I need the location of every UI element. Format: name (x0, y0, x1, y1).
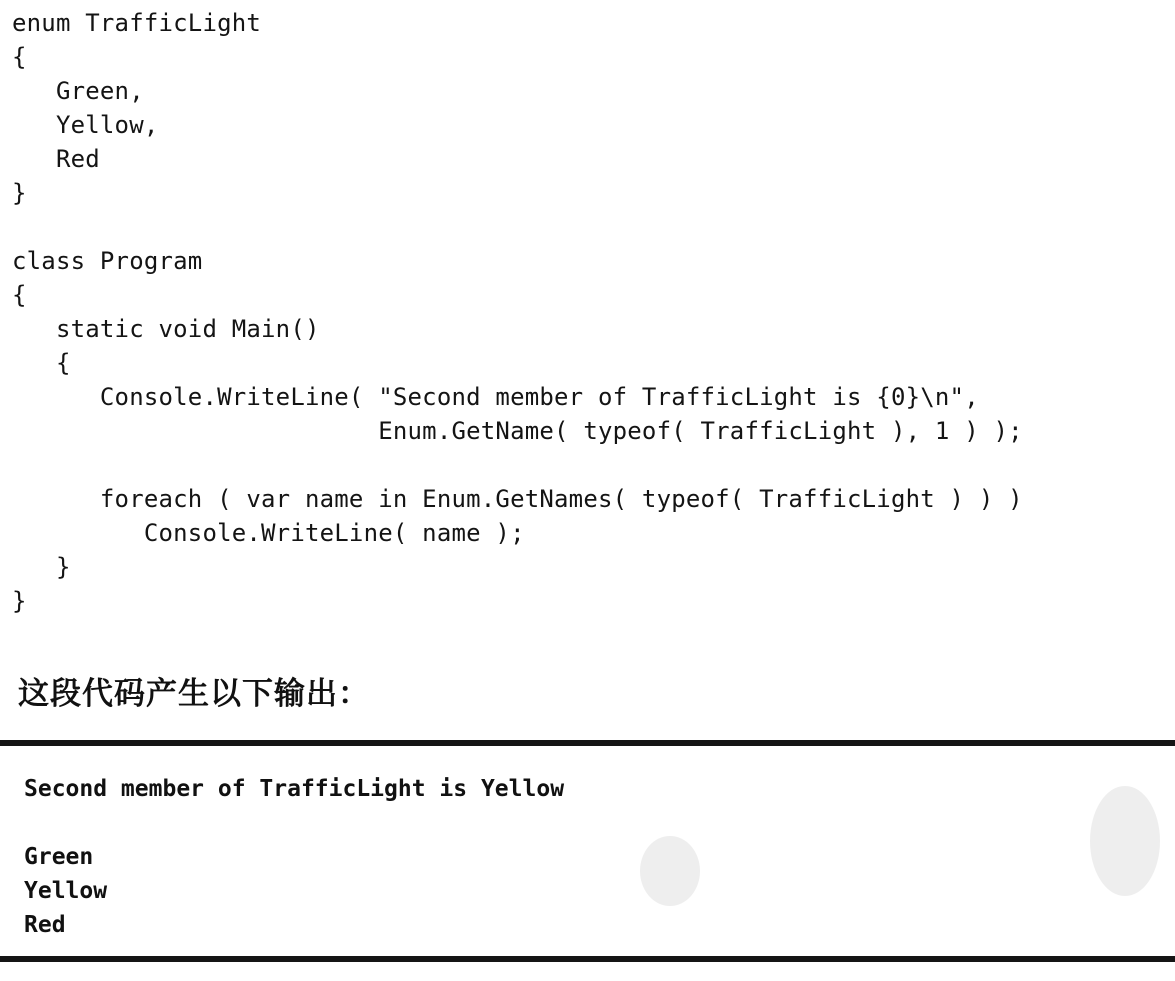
output-line: Yellow (24, 878, 108, 904)
output-line: Green (24, 844, 94, 870)
code-line: enum TrafficLight (12, 9, 262, 37)
code-line: static void Main() (12, 315, 320, 343)
code-line: Red (12, 145, 100, 173)
console-output-lines (24, 772, 564, 942)
console-output-box (0, 740, 1175, 962)
scan-smudge (1090, 786, 1160, 896)
code-line: Green, (12, 77, 144, 105)
output-caption: 这段代码产生以下输出： (18, 676, 370, 712)
code-line: Console.WriteLine( name ); (12, 519, 525, 547)
output-line-blank (24, 806, 564, 840)
output-line: Red (24, 912, 66, 938)
code-line: Console.WriteLine( "Second member of TrafficLight is {0}\n", (12, 383, 979, 411)
code-line-blank (12, 448, 1162, 482)
code-line: } (12, 553, 71, 581)
output-line: Second member of TrafficLight is Yellow (24, 776, 565, 802)
code-line: { (12, 281, 27, 309)
code-line: Enum.GetName( typeof( TrafficLight ), 1 ) ); (12, 417, 1023, 445)
code-line: { (12, 43, 27, 71)
code-line-blank (12, 210, 1162, 244)
code-line: } (12, 179, 27, 207)
code-line: { (12, 349, 71, 377)
code-listing (12, 6, 1162, 618)
code-line: class Program (12, 247, 203, 275)
code-line: } (12, 587, 27, 615)
code-line: Yellow, (12, 111, 159, 139)
code-line: foreach ( var name in Enum.GetNames( typeof( TrafficLight ) ) ) (12, 485, 1023, 513)
scan-smudge (640, 836, 700, 906)
